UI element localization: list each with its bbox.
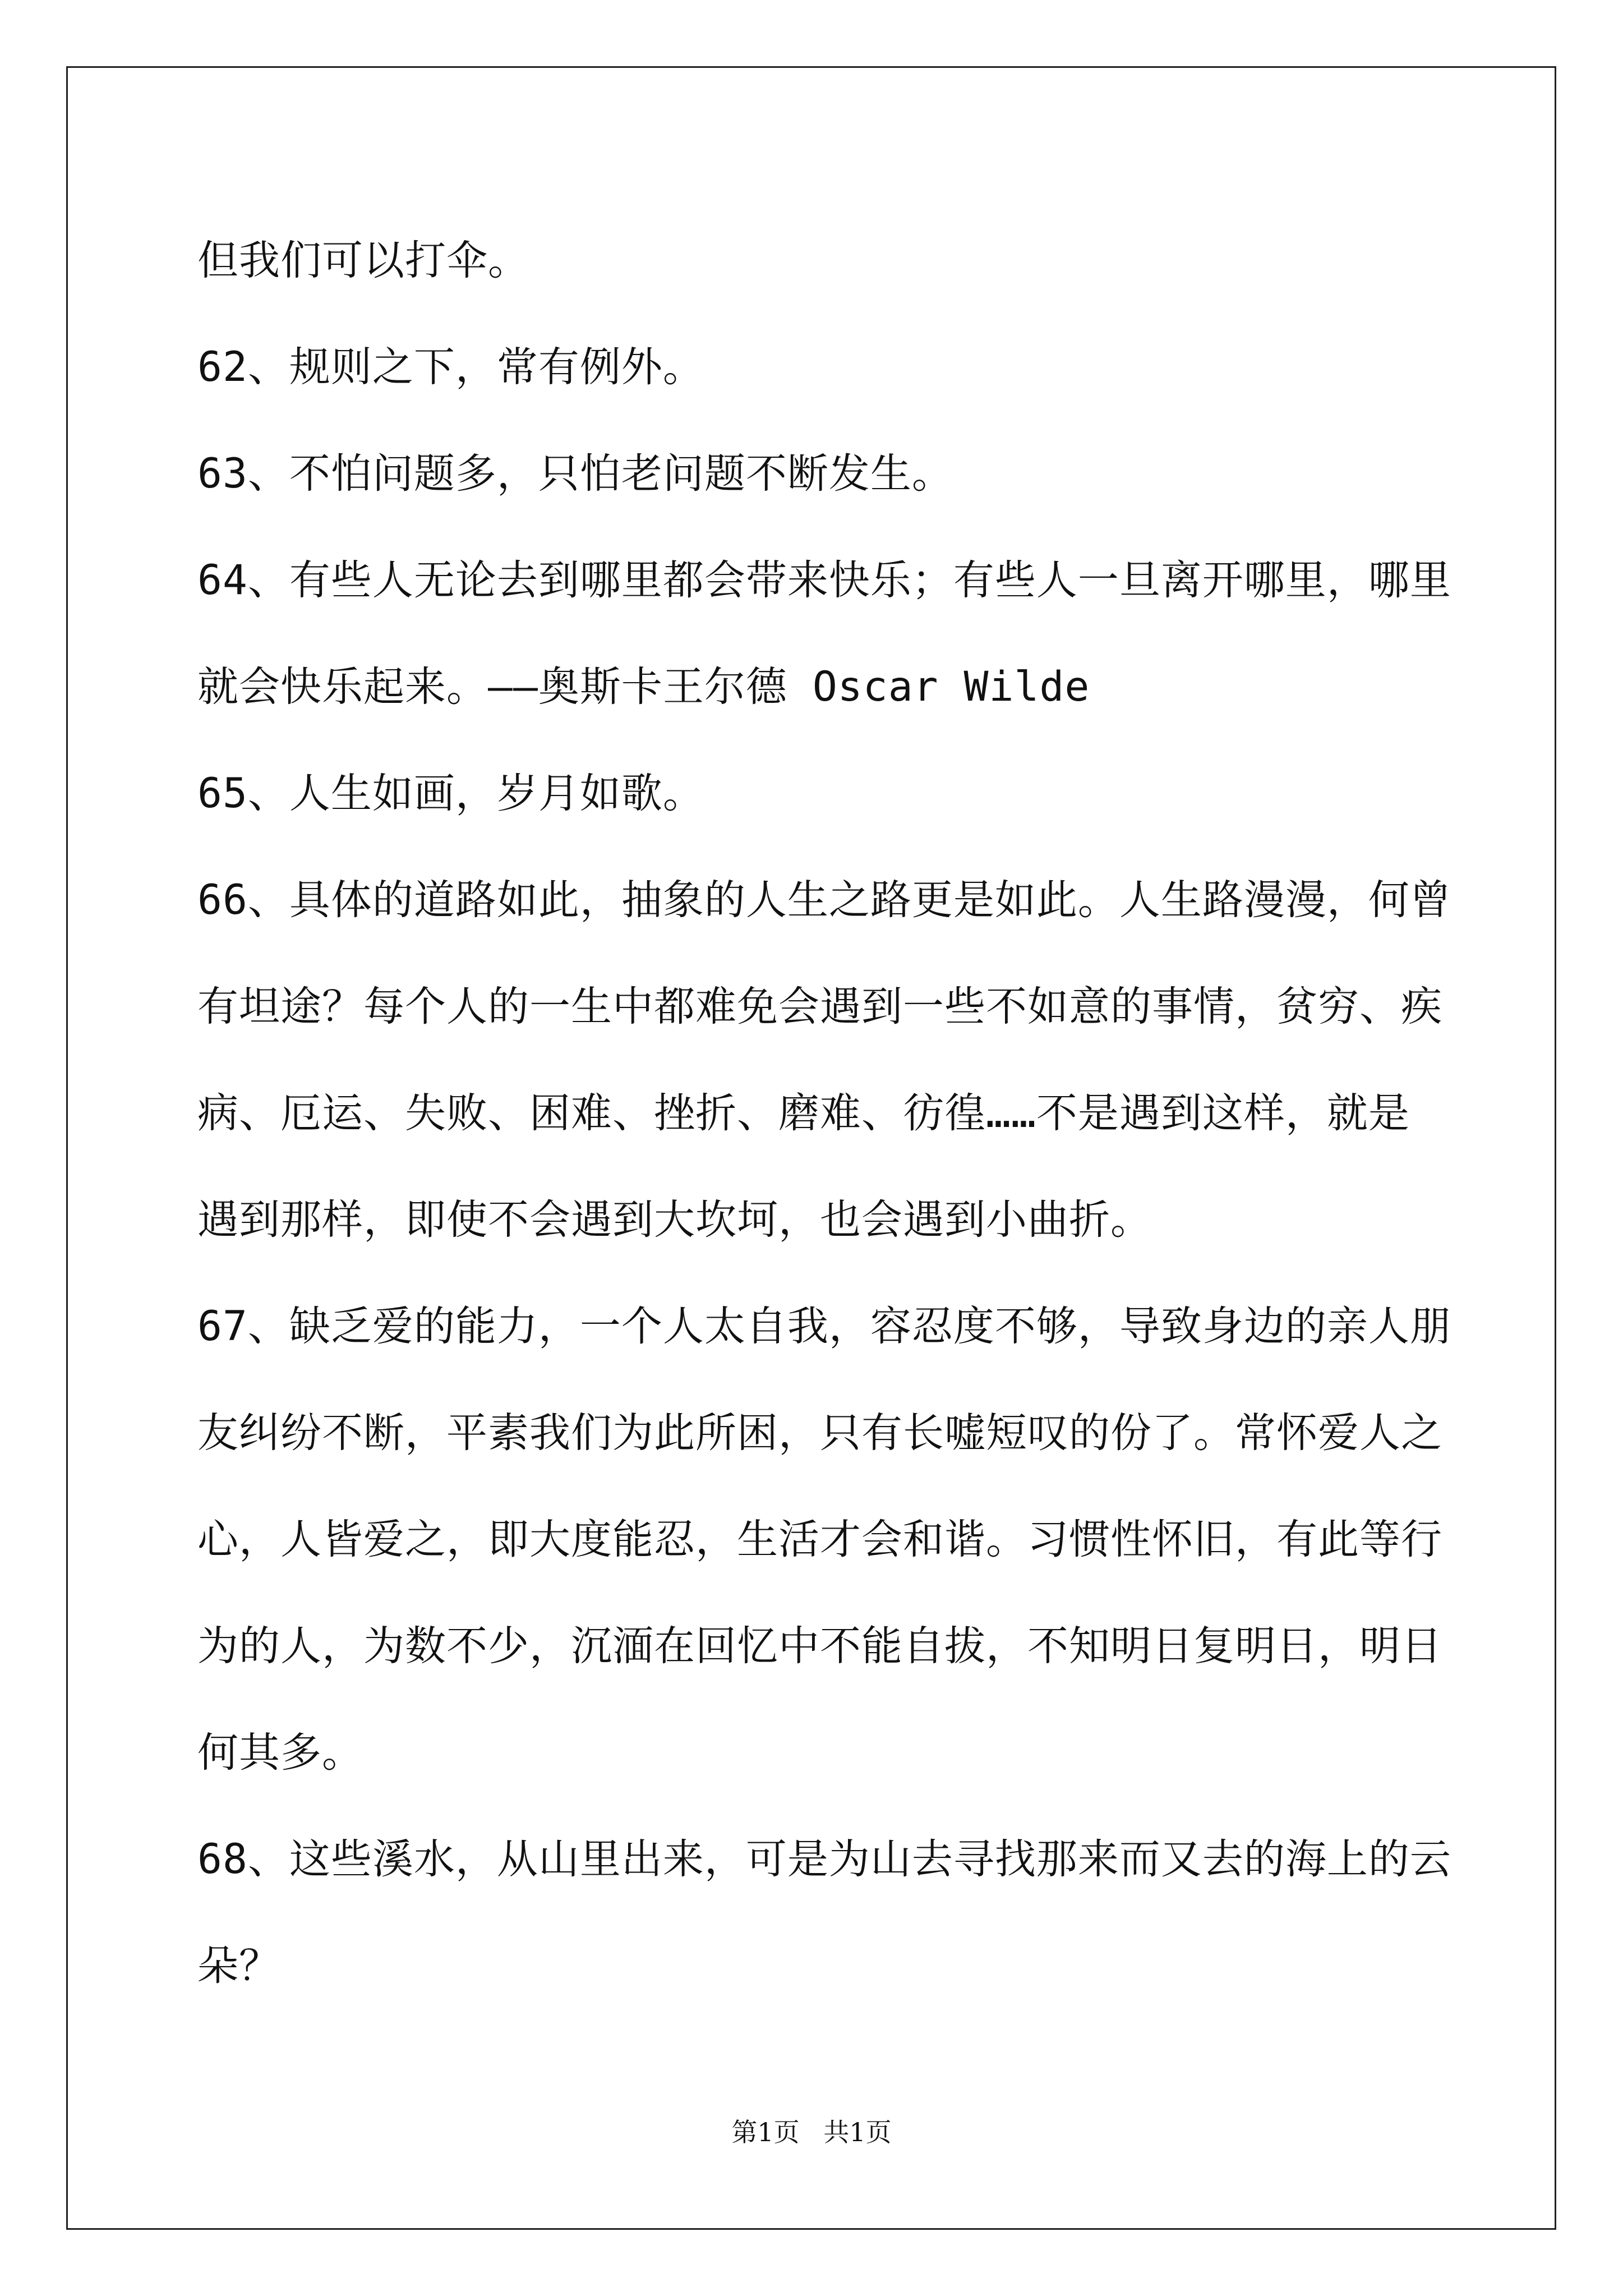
page-total: 共1页 <box>823 2117 892 2147</box>
text-line: 64、有些人无论去到哪里都会带来快乐；有些人一旦离开哪里，哪里 <box>197 556 1451 604</box>
text-line: 67、缺乏爱的能力，一个人太自我，容忍度不够，导致身边的亲人朋 <box>197 1303 1451 1350</box>
text-line: 但我们可以打伞。 <box>197 237 529 284</box>
text-line: 为的人，为数不少，沉湎在回忆中不能自拔，不知明日复明日，明日 <box>197 1622 1442 1670</box>
text-line: 遇到那样，即使不会遇到大坎坷，也会遇到小曲折。 <box>197 1196 1152 1244</box>
text-line: 心，人皆爱之，即大度能忍，生活才会和谐。习惯性怀旧，有此等行 <box>197 1516 1442 1563</box>
text-line: 62、规则之下，常有例外。 <box>197 343 704 391</box>
text-line: 有坦途？每个人的一生中都难免会遇到一些不如意的事情，贫穷、疾 <box>197 983 1442 1030</box>
page-number: 第1页 <box>731 2117 800 2147</box>
text-line: 何其多。 <box>197 1729 363 1777</box>
text-line: 66、具体的道路如此，抽象的人生之路更是如此。人生路漫漫，何曾 <box>197 876 1451 924</box>
text-line: 68、这些溪水，从山里出来，可是为山去寻找那来而又去的海上的云 <box>197 1835 1451 1883</box>
text-line: 65、人生如画，岁月如歌。 <box>197 770 704 817</box>
text-line: 朵？ <box>197 1942 280 1990</box>
page-footer <box>0 2112 1623 2149</box>
text-line: 友纠纷不断，平素我们为此所困，只有长嘘短叹的份了。常怀爱人之 <box>197 1409 1442 1457</box>
document-body <box>197 208 1451 2019</box>
text-line: 63、不怕问题多，只怕老问题不断发生。 <box>197 450 953 498</box>
text-line: 就会快乐起来。——奥斯卡王尔德 Oscar Wilde <box>197 663 1090 711</box>
text-line: 病、厄运、失败、困难、挫折、磨难、彷徨……不是遇到这样，就是 <box>197 1089 1410 1137</box>
